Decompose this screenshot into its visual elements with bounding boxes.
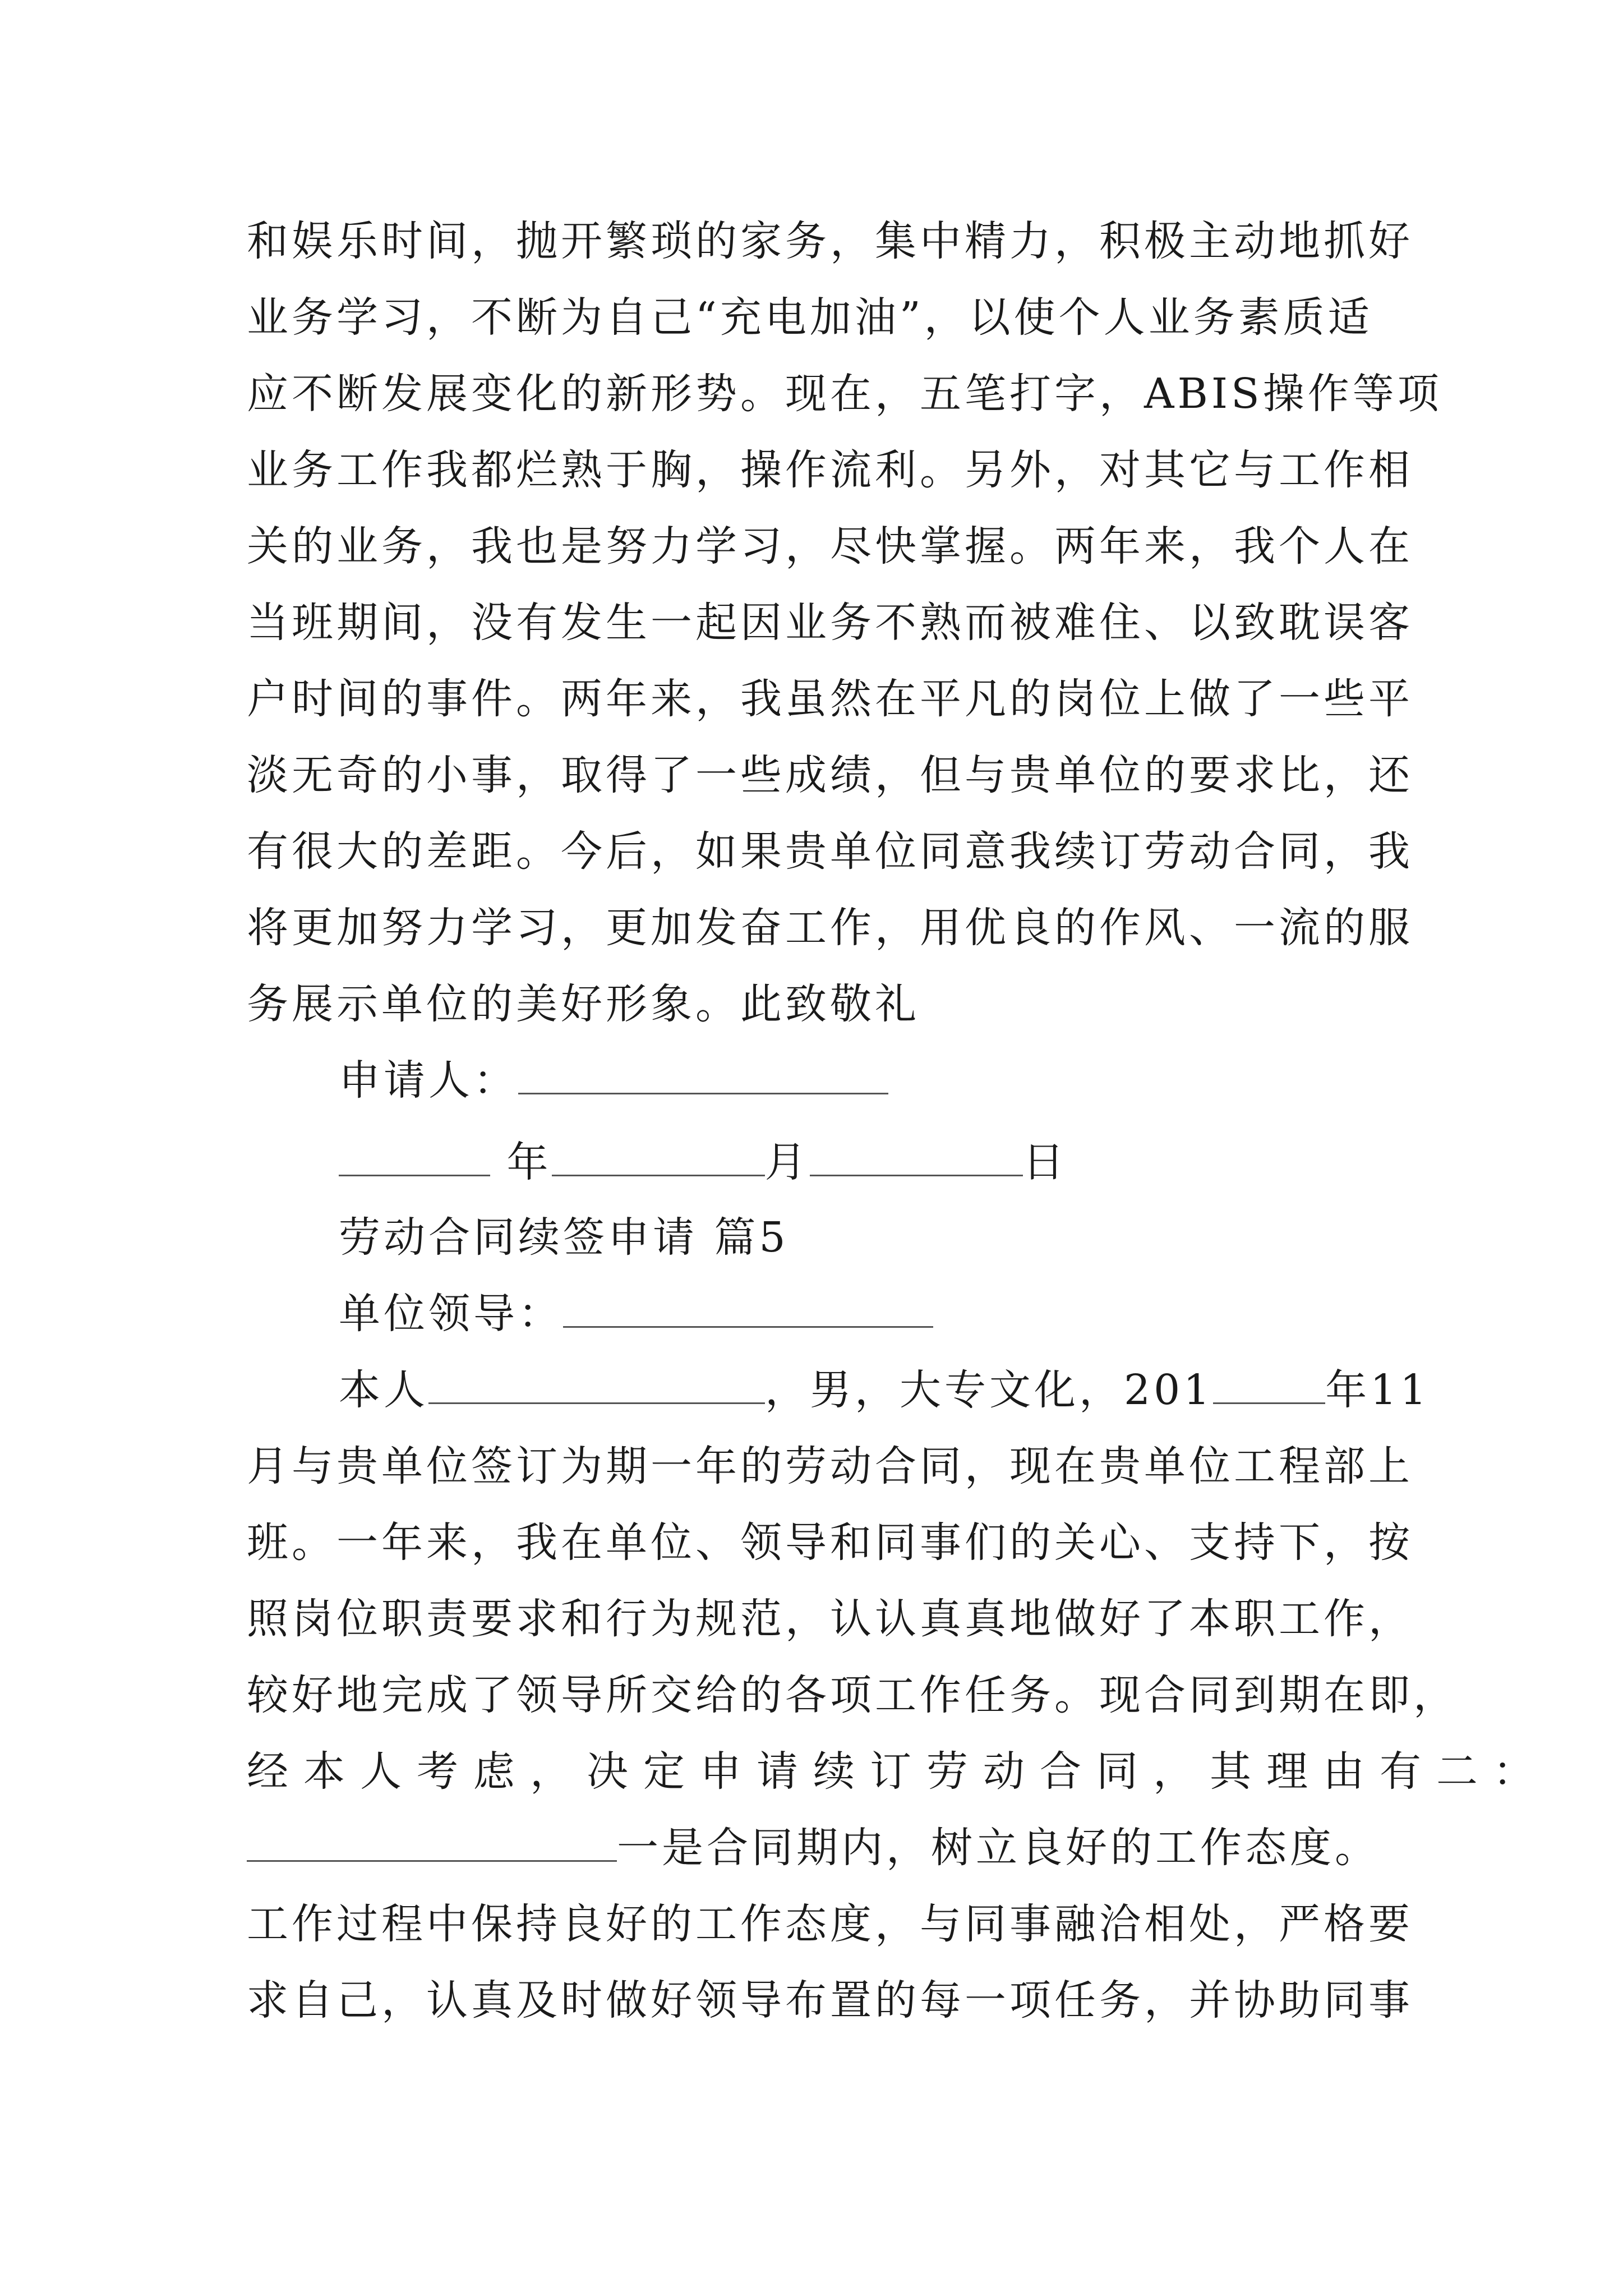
month-blank[interactable]: [552, 1135, 765, 1176]
leader-line: [339, 1286, 1380, 1342]
applicant-line: [339, 1052, 1380, 1108]
para2-line-5: 较好地完成了领导所交给的各项工作任务。现合同到期在即，: [247, 1671, 1458, 1719]
para2-line-2: 月与贵单位签订为期一年的劳动合同，现在贵单位工程部上: [247, 1442, 1413, 1490]
body-line-4: 业务工作我都烂熟于胸，操作流利。另外，对其它与工作相: [247, 446, 1413, 494]
applicant-label: 申请人：: [339, 1056, 518, 1105]
body-line-5: 关的业务，我也是努力学习，尽快掌握。两年来，我个人在: [247, 522, 1413, 570]
leader-label: 单位领导：: [339, 1290, 563, 1338]
body-line-8: 淡无奇的小事，取得了一些成绩，但与贵单位的要求比，还: [247, 751, 1413, 799]
leader-blank[interactable]: [563, 1287, 933, 1328]
para2-line-3: 班。一年来，我在单位、领导和同事们的关心、支持下，按: [247, 1519, 1413, 1567]
year-digit-blank[interactable]: [1213, 1363, 1325, 1404]
month-label: 月: [764, 1138, 810, 1186]
para2-first-line: [339, 1362, 1430, 1418]
body-line-10: 将更加努力学习，更加发奋工作，用优良的作风、一流的服: [247, 904, 1413, 952]
para2-start: 本人: [339, 1366, 428, 1414]
reason-blank[interactable]: [247, 1821, 617, 1862]
day-label: 日: [1022, 1138, 1068, 1186]
applicant-blank[interactable]: [518, 1053, 888, 1094]
body-line-3: 应不断发展变化的新形势。现在，五笔打字，ABIS操作等项: [247, 370, 1442, 418]
body-line-6: 当班期间，没有发生一起因业务不熟而被难住、以致耽误客: [247, 599, 1413, 647]
para3-line-2: 求自己，认真及时做好领导布置的每一项任务，并协助同事: [247, 1976, 1413, 2024]
para2-end: 年11: [1325, 1366, 1430, 1414]
body-line-2: 业务学习，不断为自己“充电加油”，以使个人业务素质适: [247, 293, 1373, 342]
body-line-7: 户时间的事件。两年来，我虽然在平凡的岗位上做了一些平: [247, 675, 1413, 723]
name-blank[interactable]: [428, 1363, 765, 1404]
body-line-1: 和娱乐时间，抛开繁琐的家务，集中精力，积极主动地抓好: [247, 217, 1413, 265]
reason1-text: 一是合同期内，树立良好的工作态度。: [617, 1824, 1380, 1872]
para2-line-4: 照岗位职责要求和行为规范，认认真真地做好了本职工作，: [247, 1595, 1413, 1643]
date-line: [339, 1134, 1380, 1190]
para3-line-1: 工作过程中保持良好的工作态度，与同事融洽相处，严格要: [247, 1900, 1413, 1948]
year-label: 年: [506, 1138, 552, 1186]
reason1-line: [247, 1820, 1380, 1876]
day-blank[interactable]: [810, 1135, 1023, 1176]
para2-line-6: 经本人考虑，决定申请续订劳动合同，其理由有二：: [247, 1747, 1550, 1796]
para2-mid: ，男，大专文化，201: [765, 1366, 1214, 1414]
section-title: 劳动合同续签申请 篇5: [339, 1213, 789, 1262]
body-line-9: 有很大的差距。今后，如果贵单位同意我续订劳动合同，我: [247, 827, 1413, 876]
year-blank[interactable]: [339, 1135, 490, 1176]
body-line-11: 务展示单位的美好形象。此致敬礼: [247, 980, 920, 1028]
